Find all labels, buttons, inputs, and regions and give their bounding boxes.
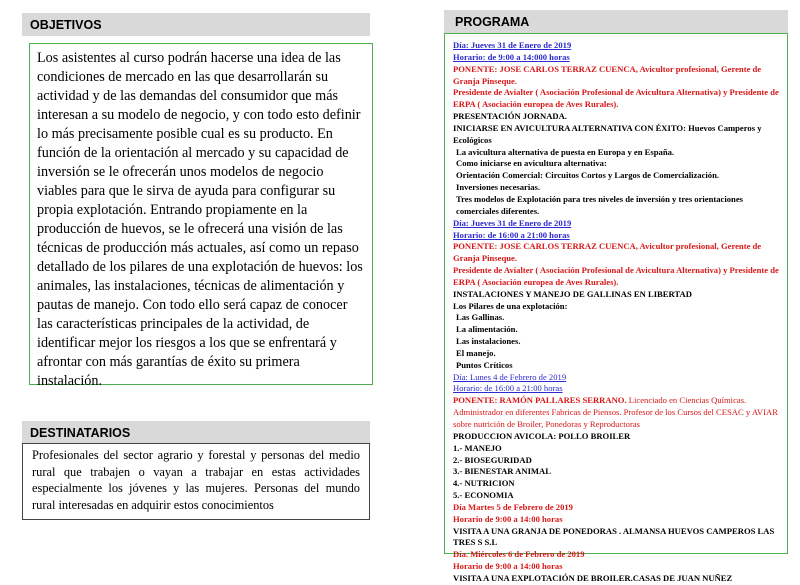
- session1-item: Tres modelos de Explotación para tres niveles de inversión y tres orientaciones comerciales diferentes.: [456, 193, 743, 216]
- session3-speaker-desc: Licenciado en Ciencias Químicas. Administrador en diferentes Fabricas de Piensos. Profesor de los Cursos del CESAC y AVIAR sobre nutrición de Broiler, Ponedoras y Reproductoras: [453, 395, 778, 429]
- session1-time: Horario: de 9:00 a 14:000 horas: [453, 51, 570, 62]
- session1-topic1: PRESENTACIÓN JORNADA.: [453, 111, 567, 122]
- objetivos-box: [29, 43, 373, 389]
- session2-item: El manejo.: [456, 347, 496, 358]
- session3-item: 5.- ECONOMIA: [453, 490, 514, 501]
- session3-time: Horario: de 16:00 a 21:00 horas: [453, 383, 563, 394]
- destinatarios-body: Profesionales del sector agrario y forestal y personas del medio rural que trabajen o vayan a trabajar en estas actividades especialmente los jóvenes y las mujeres. Personas del mundo rural interesadas en adquirir estos conocimientos: [32, 448, 360, 512]
- session1-topic2: INICIARSE EN AVICULTURA ALTERNATIVA CON ÉXITO: Huevos Camperos y Ecológicos: [453, 122, 762, 145]
- session3-item: 4.- NUTRICION: [453, 478, 515, 489]
- programa-box: [444, 33, 788, 583]
- session4-visit: VISITA A UNA GRANJA DE PONEDORAS . ALMANSA HUEVOS CAMPEROS LAS TRES S S.L: [453, 525, 775, 548]
- session2-speaker: PONENTE: JOSE CARLOS TERRAZ CUENCA, Avicultor profesional, Gerente de Granja Pinseque.: [453, 241, 762, 264]
- session3-item: 2.- BIOSEGURIDAD: [453, 454, 532, 465]
- session2-item: La alimentación.: [456, 324, 518, 335]
- destinatarios-title: DESTINATARIOS: [30, 425, 131, 440]
- session4-date: Día Martes 5 de Febrero de 2019: [453, 501, 573, 512]
- session2-date: Día: Jueves 31 de Enero de 2019: [453, 217, 572, 228]
- session2-item: Las instalaciones.: [456, 336, 521, 347]
- session5-visit: VISITA A UNA EXPLOTACIÓN DE BROILER.CASAS DE JUAN NUÑEZ: [453, 572, 733, 583]
- session3-item: 3.- BIENESTAR ANIMAL: [453, 466, 551, 477]
- session5-date: Día. Miércoles 6 de Febrero de 2019: [453, 549, 585, 560]
- session1-item: Como iniciarse en avicultura alternativa:: [456, 158, 607, 169]
- programa-title: PROGRAMA: [455, 14, 530, 29]
- session2-subtopic: Los Pilares de una explotación:: [453, 300, 568, 311]
- session3-topic: PRODUCCION AVICOLA: POLLO BROILER: [453, 430, 631, 441]
- objetivos-body: Los asistentes al curso podrán hacerse una idea de las condiciones de mercado en las que desarrollarán su actividad y de las demandas del consumidor que más interesan a su modelo de negocio, y con todo esto definir lo más precisamente posible cual es su producto. En función de la orientación al mercado y su capacidad de inversión se le ofrecerán unos modelos de negocio viables para que le sirva de ayuda para configurar su propia explotación. Entrando propiamente en la producción de huevos, se le ofrecerá una visión de las técnicas de producción más actuales, así como un repaso detallado de los pilares de una explotación de huevos: los animales, las instalaciones, técnicas de alimentación y pautas de manejo. Con todo ello será capaz de conocer las características principales de la actividad, de identificar mejor los riesgos a los que se enfrentará y afrontar con más garantías de éxito su primera instalación.: [37, 50, 363, 389]
- session3-speaker-name: PONENTE: RAMÓN PALLARES SERRANO.: [453, 395, 627, 406]
- session2-time: Horario: de 16:00 a 21:00 horas: [453, 229, 570, 240]
- session1-item: Orientación Comercial: Circuitos Cortos y Largos de Comercialización.: [456, 170, 720, 181]
- destinatarios-box: [22, 443, 370, 520]
- session3-date: Día: Lunes 4 de Febrero de 2019: [453, 371, 567, 382]
- session1-speaker-role: Presidente de Avialter ( Asociación Profesional de Avicultura Alternativa) y Presidente de ERPA ( Asociación europea de Aves Rurales).: [453, 87, 779, 110]
- session4-time: Horario de 9:00 a 14:00 horas: [453, 513, 563, 524]
- session2-speaker-role: Presidente de Avialter ( Asociación Profesional de Avicultura Alternativa) y Presidente de ERPA ( Asociación europea de Aves Rurales).: [453, 265, 779, 287]
- session1-date: Día: Jueves 31 de Enero de 2019: [453, 40, 572, 50]
- session1-speaker: PONENTE: JOSE CARLOS TERRAZ CUENCA, Avicultor profesional, Gerente de Granja Pinseque.: [453, 63, 762, 86]
- session2-item: Las Gallinas.: [456, 312, 505, 323]
- session3-speaker: [453, 395, 783, 431]
- destinatarios-header: [22, 421, 370, 444]
- objetivos-title: OBJETIVOS: [30, 17, 102, 32]
- session1-item: La avicultura alternativa de puesta en Europa y en España.: [456, 146, 675, 157]
- session3-item: 1.- MANEJO: [453, 442, 502, 453]
- objetivos-header: [22, 13, 370, 36]
- session2-topic: INSTALACIONES Y MANEJO DE GALLINAS EN LIBERTAD: [453, 288, 692, 299]
- session2-item: Puntos Críticos: [456, 359, 513, 370]
- session1-item: Inversiones necesarias.: [456, 182, 541, 193]
- programa-header: [444, 10, 788, 33]
- session5-time: Horario de 9:00 a 14:00 horas: [453, 561, 563, 572]
